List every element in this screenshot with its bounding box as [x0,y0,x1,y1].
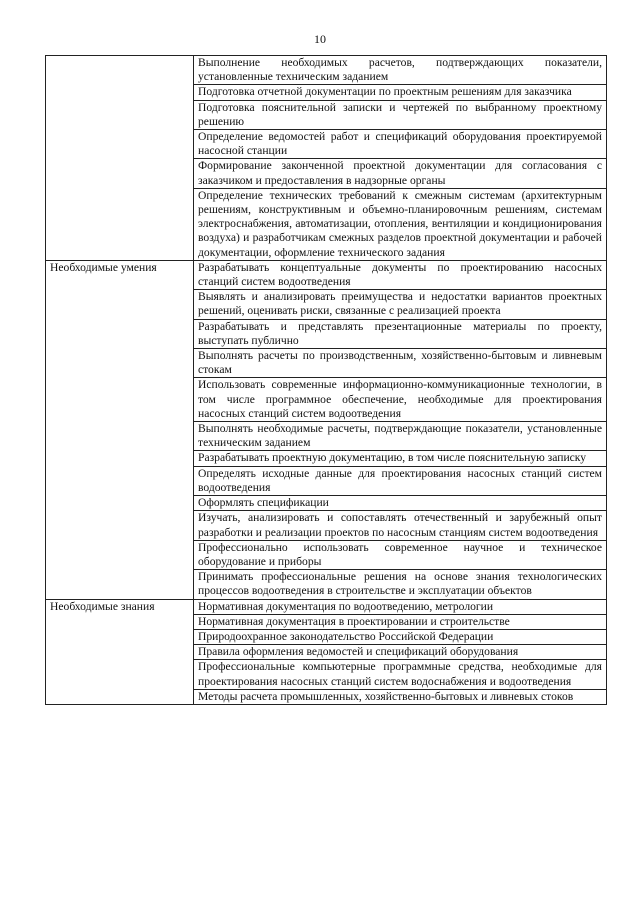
section-label-cont [46,689,194,704]
page-number: 10 [314,32,326,46]
table-cell: Разрабатывать и представлять презентационные материалы по проекту, выступать публично [194,319,607,348]
table-cell: Определение ведомостей работ и спецификаций оборудования проектируемой насосной станции [194,130,607,159]
section-label-cont [46,570,194,599]
table-row [46,689,607,704]
table-row [46,511,607,540]
table-row [46,378,607,422]
table-cell: Разрабатывать концептуальные документы по проектированию насосных станций систем водоотведения [194,260,607,289]
section-label-cont [46,100,194,129]
section-label-skills: Необходимые умения [46,260,194,289]
table-cell: Выявлять и анализировать преимущества и недостатки вариантов проектных решений, оценивать риски, связанные с реализацией проекта [194,290,607,319]
table-cell: Выполнять расчеты по производственным, хозяйственно-бытовым и ливневым стокам [194,349,607,378]
table-cell: Изучать, анализировать и сопоставлять отечественный и зарубежный опыт разработки и реализации проектов по насосным станциям систем водоотведения [194,511,607,540]
table-row [46,660,607,689]
table-cell: Выполнять необходимые расчеты, подтверждающие показатели, установленные техническим заданием [194,422,607,451]
table-row [46,466,607,495]
table-cell: Использовать современные информационно-коммуникационные технологии, в том числе программное обеспечение, необходимые для проектирования насосных станций систем водоотведения [194,378,607,422]
table-cell: Природоохранное законодательство Российской Федерации [194,629,607,644]
table-cell: Оформлять спецификации [194,496,607,511]
section-label-cont [46,496,194,511]
section-label-cont [46,645,194,660]
section-label-knowledge: Необходимые знания [46,599,194,614]
section-label-cont [46,319,194,348]
table-cell: Методы расчета промышленных, хозяйственно-бытовых и ливневых стоков [194,689,607,704]
table-row [46,319,607,348]
table-cell: Принимать профессиональные решения на основе знания технологических процессов водоотведения в строительстве и эксплуатации объектов [194,570,607,599]
section-label-cont [46,466,194,495]
table-row [46,130,607,159]
table-cell: Профессионально использовать современное научное и техническое оборудование и приборы [194,540,607,569]
section-label-cont [46,290,194,319]
section-label-cont [46,159,194,188]
table-row [46,496,607,511]
table-cell: Выполнение необходимых расчетов, подтверждающих показатели, установленные техническим заданием [194,56,607,85]
section-label-cont [46,378,194,422]
section-label-cont [46,451,194,466]
table-row [46,260,607,289]
section-label-cont [46,422,194,451]
section-label-cont [46,660,194,689]
table-row [46,570,607,599]
table-row [46,290,607,319]
section-label-cont [46,614,194,629]
table-row [46,100,607,129]
section-label-cont [46,540,194,569]
requirements-table [45,55,607,705]
table-row [46,56,607,85]
table-row [46,85,607,100]
section-label-cont [46,188,194,260]
table-row [46,614,607,629]
table-row [46,451,607,466]
table-cell: Определять исходные данные для проектирования насосных станций систем водоотведения [194,466,607,495]
table-row [46,349,607,378]
table-cell: Определение технических требований к смежным системам (архитектурным решениям, конструктивным и объемно-планировочным решениям, системам электроснабжения, автоматизации, отопления, вентиляции и кондиционирования воздуха) и разработчикам смежных разделов проектной документации и рабочей документации, оформление технического задания [194,188,607,260]
section-label-cont [46,349,194,378]
section-label-cont [46,511,194,540]
section-label-cont [46,629,194,644]
table-cell: Правила оформления ведомостей и спецификаций оборудования [194,645,607,660]
section-label-cont [46,85,194,100]
table-row [46,629,607,644]
table-cell: Нормативная документация в проектировании и строительстве [194,614,607,629]
table-row [46,159,607,188]
table-cell: Разрабатывать проектную документацию, в том числе пояснительную записку [194,451,607,466]
table-cell: Подготовка отчетной документации по проектным решениям для заказчика [194,85,607,100]
section-label [46,56,194,85]
table-cell: Нормативная документация по водоотведению, метрологии [194,599,607,614]
table-row [46,540,607,569]
table-row [46,599,607,614]
table-cell: Профессиональные компьютерные программные средства, необходимые для проектирования насосных станций систем водоснабжения и водоотведения [194,660,607,689]
table-cell: Подготовка пояснительной записки и чертежей по выбранному проектному решению [194,100,607,129]
table-row [46,188,607,260]
table-cell: Формирование законченной проектной документации для согласования с заказчиком и предоставления в надзорные органы [194,159,607,188]
table-row [46,422,607,451]
table-row [46,645,607,660]
section-label-cont [46,130,194,159]
